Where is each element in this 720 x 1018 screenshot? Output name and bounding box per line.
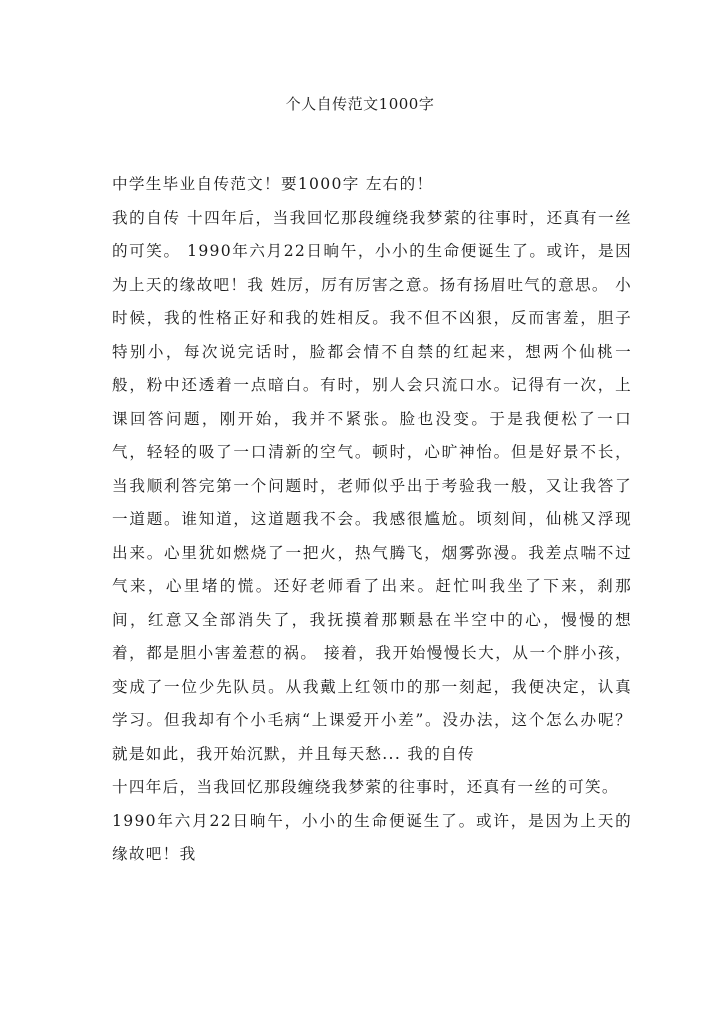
paragraph-repeat-2: 1990年六月22日晌午，小小的生命便诞生了。或许，是因为上天的缘故吧！我 xyxy=(112,811,632,863)
document-body xyxy=(112,168,632,872)
paragraph-repeat-1: 十四年后，当我回忆那段缠绕我梦萦的往事时，还真有一丝的可笑。 xyxy=(112,778,619,796)
paragraph-main: 我的自传 十四年后，当我回忆那段缠绕我梦萦的往事时，还真有一丝的可笑。 1990年六月22日晌午，小小的生命便诞生了。或许，是因为上天的缘故吧！我 姓厉，厉有厉害之意。扬有扬眉吐气的意思。 小时候，我的性格正好和我的姓相反。我不但不凶狠，反而害羞，胆子特别小，每次说完话时，脸都会情不自禁的红起来，想两个仙桃一般，粉中还透着一点暗白。有时，别人会只流口水。记得有一次，上课回答问题，刚开始，我并不紧张。脸也没变。于是我便松了一口气，轻轻的吸了一口清新的空气。顿时，心旷神怡。但是好景不长，当我顺利答完第一个问题时，老师似乎出于考验我一般，又让我答了一道题。谁知道，这道题我不会。我感很尴尬。顷刻间，仙桃又浮现出来。心里犹如燃烧了一把火，热气腾飞，烟雾弥漫。我差点喘不过气来，心里堵的慌。还好老师看了出来。赶忙叫我坐了下来，刹那间，红意又全部消失了，我抚摸着那颗悬在半空中的心，慢慢的想着，都是胆小害羞惹的祸。 接着，我开始慢慢长大，从一个胖小孩，变成了一位少先队员。从我戴上红领巾的那一刻起，我便决定，认真学习。但我却有个小毛病“上课爱开小差”。没办法，这个怎么办呢？就是如此，我开始沉默，并且每天愁... 我的自传 xyxy=(112,208,632,763)
paragraph-heading: 中学生毕业自传范文！要1000字 左右的！ xyxy=(112,175,434,193)
document-title: 个人自传范文1000字 xyxy=(285,95,435,113)
